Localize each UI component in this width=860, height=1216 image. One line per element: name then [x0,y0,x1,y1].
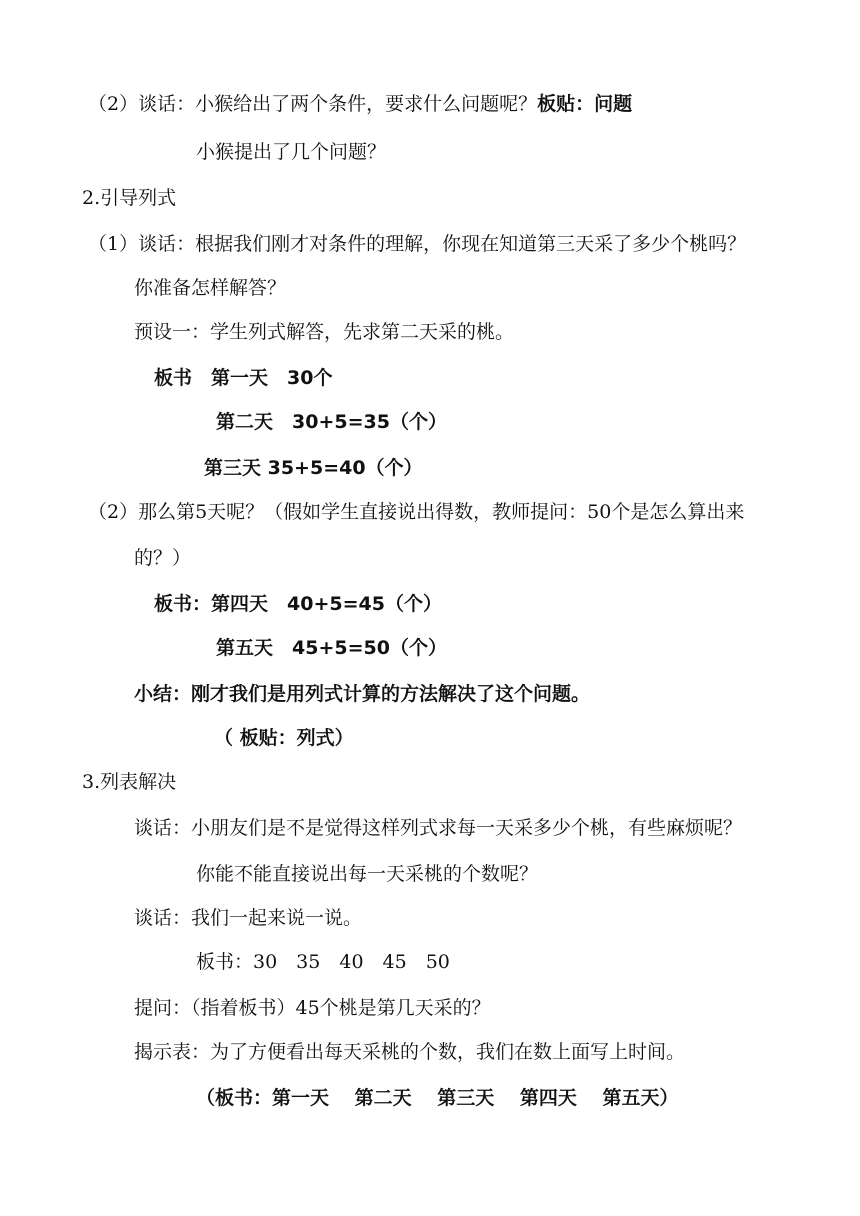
board-line-8: 第二天 30+5=35（个） [216,411,447,433]
board-line-13: 第五天 45+5=50（个） [216,637,447,659]
line-18: 你能不能直接说出每一天采桃的个数呢？ [196,863,539,885]
line-6: 预设一：学生列式解答，先求第二天采的桃。 [134,321,515,343]
line-2: 小猴提出了几个问题？ [196,141,387,163]
line-19: 谈话：我们一起来说一说。 [134,907,363,929]
summary-line: 小结：刚才我们是用列式计算的方法解决了这个问题。 [134,683,591,705]
line-17: 谈话：小朋友们是不是觉得这样列式求每一天采多少个桃，有些麻烦呢？ [134,817,743,839]
line-4: （1）谈话：根据我们刚才对条件的理解，你现在知道第三天采了多少个桃吗？ [88,233,747,255]
board-line-7: 板书 第一天 30个 [154,367,333,389]
board-line-9: 第三天 35+5=40（个） [204,457,423,479]
line-21: 提问：（指着板书）45个桃是第几天采的？ [134,997,491,1019]
line-1-text: （2）谈话：小猴给出了两个条件，要求什么问题呢？ [88,93,538,115]
section-heading-3: 3.列表解决 [82,771,177,793]
line-20: 板书：30 35 40 45 50 [196,951,450,973]
board-paste-line: （ 板贴：列式） [214,727,354,749]
line-10: （2）那么第5天呢？（假如学生直接说出得数，教师提问：50个是怎么算出来 [88,501,745,523]
line-1 [88,92,632,116]
line-22: 揭示表：为了方便看出每天采桃的个数，我们在数上面写上时间。 [134,1041,686,1063]
section-heading-2: 2.引导列式 [82,187,177,209]
line-11: 的？） [134,547,192,569]
line-1-bold: 板贴：问题 [537,93,633,115]
line-5: 你准备怎样解答？ [134,277,287,299]
board-line-12: 板书：第四天 40+5=45（个） [154,593,442,615]
board-line-23: （板书：第一天 第二天 第三天 第四天 第五天） [196,1087,679,1109]
